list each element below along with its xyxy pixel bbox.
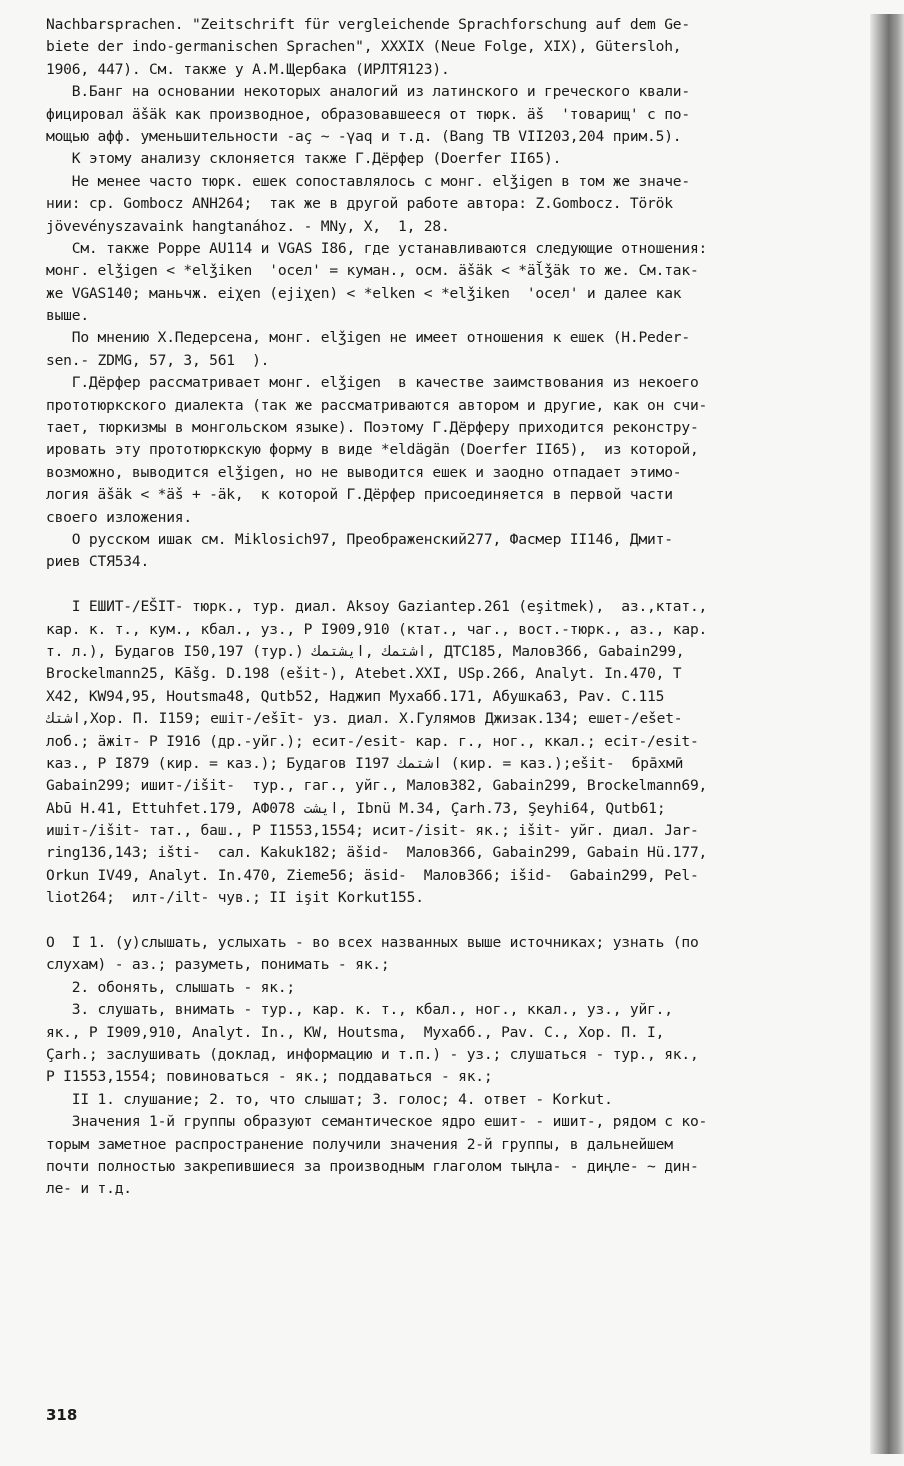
text-line: нии: ср. Gombocz ANH264; так же в другой работе автора: Z.Gombocz. Török xyxy=(46,195,673,213)
text-line: sen.- ZDMG, 57, 3, 561 ). xyxy=(46,351,270,369)
text-line: своего изложения. xyxy=(46,508,192,526)
text-line: 2. обонять, слышать - як.; xyxy=(46,978,295,996)
text-line: выше. xyxy=(46,307,89,325)
text-line: логия äšäk < *äš + -äk, к которой Г.Дёрфер присоединяется в первой части xyxy=(46,486,673,504)
text-line: Çarh.; заслушивать (доклад, информацию и т.п.) - уз.; слушаться - тур., як., xyxy=(46,1045,699,1063)
text-line: слухам) - аз.; разуметь, понимать - як.; xyxy=(46,956,390,974)
text-line: возможно, выводится elǯigen, но не выводится ешек и заодно отпадает этимо- xyxy=(46,463,682,481)
text-line: монг. elǯigen < *elǯiken 'осел' = куман., осм. äšäk < *äl̆ǯäk то же. См.так- xyxy=(46,262,699,280)
text-line: Abū H.41, Ettuhfet.179, АФ078 ايشت, Ibnü M.34, Çarh.73, Şeyhi64, Qutb61; xyxy=(46,799,666,817)
text-line: Gabain299; ишит-/išit- тур., гаг., уйг., Малов382, Gabain299, Brockelmann69, xyxy=(46,777,708,795)
text-line: Р I1553,1554; повиноваться - як.; поддаваться - як.; xyxy=(46,1068,493,1086)
text-line: См. также Poppe AU114 и VGAS I86, где устанавливаются следующие отношения: xyxy=(46,239,708,257)
text-line: як., Р I909,910, Analyt. In., KW, Houtsma, Мухабб., Pav. C., Хор. П. I, xyxy=(46,1023,665,1041)
text-line: ring136,143; išti- сал. Kakuk182; äšid- Малов366, Gabain299, Gabain Hü.177, xyxy=(46,844,708,862)
text-line: прототюркского диалекта (так же рассматриваются автором и другие, как он счи- xyxy=(46,396,708,414)
text-line: тает, тюркизмы в монгольском языке). Поэтому Г.Дёрферу приходится реконстру- xyxy=(46,419,699,437)
text-line: ишiт-/išit- тат., баш., Р I1553,1554; исит-/isit- як.; išit- уйг. диал. Jar- xyxy=(46,822,699,840)
text-line xyxy=(46,574,866,596)
text-line: Не менее часто тюрк. ешек сопоставлялось с монг. elǯigen в том же значе- xyxy=(46,172,690,190)
text-line: 3. слушать, внимать - тур., кар. к. т., кбал., ног., ккал., уз., уйг., xyxy=(46,1001,673,1019)
text-line: 1906, 447). См. также у А.М.Щербака (ИРЛТЯ123). xyxy=(46,60,450,78)
text-line: Г.Дёрфер рассматривает монг. elǯigen в качестве заимствования из некоего xyxy=(46,374,699,392)
page-number: 318 xyxy=(46,1406,78,1424)
text-line: Orkun IV49, Analyt. In.470, Zieme56; äsid- Малов366; išid- Gabain299, Pel- xyxy=(46,866,699,884)
text-line: О русском ишак см. Miklosich97, Преображенский277, Фасмер II146, Дмит- xyxy=(46,530,673,548)
text-line xyxy=(46,910,866,932)
text-line: II 1. слушание; 2. то, что слышат; 3. голос; 4. ответ - Korkut. xyxy=(46,1090,613,1108)
text-line: торым заметное распространение получили значения 2-й группы, в дальнейшем xyxy=(46,1135,673,1153)
text-line: риев СТЯ534. xyxy=(46,553,150,571)
text-line: Brockelmann25, Kāšg. D.198 (ešit-), Atebet.XXI, USp.266, Analyt. In.470, T xyxy=(46,665,682,683)
scan-edge-shadow xyxy=(870,14,904,1454)
text-line: мощью афф. уменьшительности -aç ~ -γaq и т.д. (Bang TB VII203,204 прим.5). xyxy=(46,127,682,145)
text-line: ле- и т.д. xyxy=(46,1180,132,1198)
text-line: biete der indo-germanischen Sprachen", XXXIX (Neue Folge, XIX), Gütersloh, xyxy=(46,38,682,56)
text-line: I ЕШИТ-/EŠIT- тюрк., тур. диал. Aksoy Gaziantep.261 (eşitmek), аз.,ктат., xyxy=(46,598,708,616)
text-line: т. л.), Будагов I50,197 (тур.) اشتمك ,ايشتمك, ДТС185, Малов366, Gabain299, xyxy=(46,642,685,660)
document-body xyxy=(46,14,866,1201)
text-line: jövevényszavaink hangtanához. - MNy, X, 1, 28. xyxy=(46,217,450,235)
text-line: В.Банг на основании некоторых аналогий из латинского и греческого квали- xyxy=(46,83,690,101)
text-line: liot264; илт-/ilt- чув.; II işit Korkut155. xyxy=(46,889,424,907)
text-line: ировать эту прототюркскую форму в виде *eldägän (Doerfer II65), из которой, xyxy=(46,441,699,459)
text-line: каз., Р I879 (кир. = каз.); Будагов I197 اشتمك (кир. = каз.);ešit- бра̄хмӣ xyxy=(46,754,684,772)
text-line: Значения 1-й группы образуют семантическое ядро ешит- - ишит-, рядом с ко- xyxy=(46,1113,708,1131)
text-line: Nachbarsprachen. "Zeitschrift für vergleichende Sprachforschung auf dem Ge- xyxy=(46,16,690,33)
text-line: фицировал äšäk как производное, образовавшееся от тюрк. äš 'товарищ' с по- xyxy=(46,105,690,123)
text-line: же VGAS140; маньчж. eiχen (ejiχen) < *elken < *elǯiken 'осел' и далее как xyxy=(46,284,682,302)
text-line: лоб.; äжiт- Р I916 (др.-уйг.); есит-/esit- кар. г., ног., ккал.; есiт-/esit- xyxy=(46,732,699,750)
text-line: اشتك,Хор. П. I159; ешiт-/ešīt- уз. диал. Х.Гулямов Джизак.134; ешет-/ešet- xyxy=(46,710,683,728)
text-line: почти полностью закрепившиеся за производным глаголом тыңла- - диңле- ~ дин- xyxy=(46,1157,699,1175)
text-line: К этому анализу склоняется также Г.Дёрфер (Doerfer II65). xyxy=(46,150,562,168)
text-line: X42, KW94,95, Houtsma48, Qutb52, Наджип Мухабб.171, Абушка63, Pav. C.115 xyxy=(46,687,665,705)
text-line: По мнению Х.Педерсена, монг. elǯigen не имеет отношения к ешек (H.Peder- xyxy=(46,329,690,347)
text-line: кар. к. т., кум., кбал., уз., Р I909,910 (ктат., чаг., вост.-тюрк., аз., кар. xyxy=(46,620,708,638)
text-line: О I 1. (у)слышать, услыхать - во всех названных выше источниках; узнать (по xyxy=(46,934,699,952)
